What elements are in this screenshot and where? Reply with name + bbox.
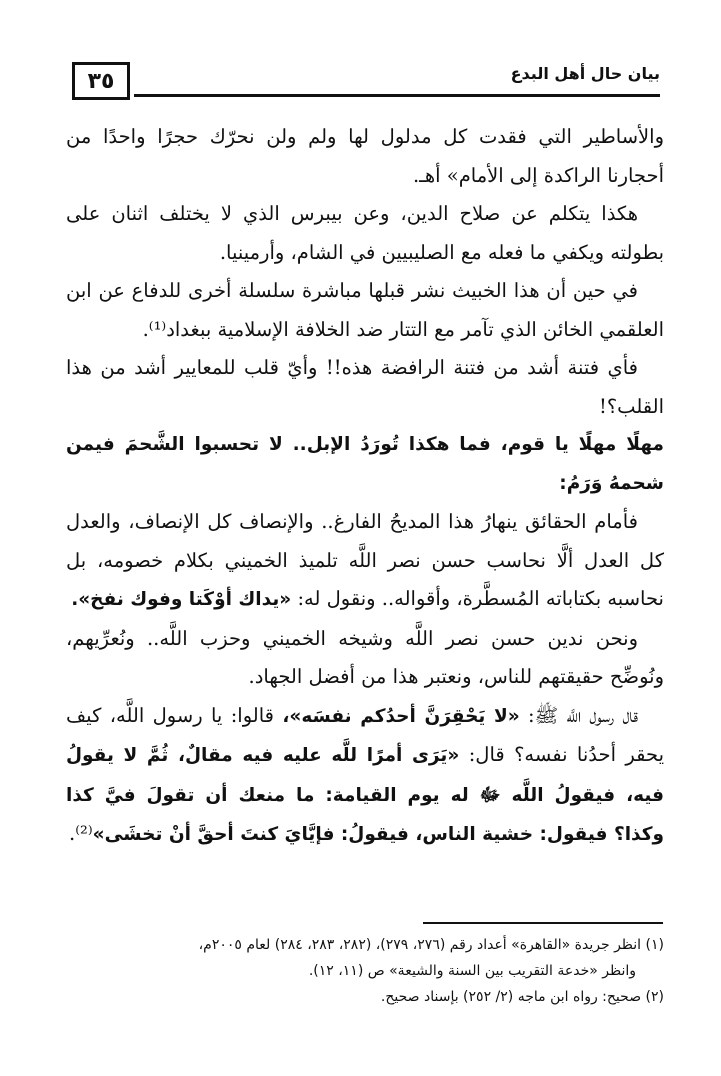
footnote-1-continued: وانظر «خدعة التقريب بين السنة والشيعة» ص (١١، ١٢).	[308, 963, 636, 979]
paragraph-4: فأي فتنة أشد من فتنة الرافضة هذه!! وأيّ قلب للمعايير أشد من هذا القلب؟!	[66, 356, 664, 418]
paragraph-7: ونحن ندين حسن نصر اللَّه وشيخه الخميني وحزب اللَّه.. ونُعرِّيهم، ونُوضِّح حقيقتهم للناس، ونعتبر هذا من أفضل الجهاد.	[66, 626, 664, 688]
hadith-quote-2: «يَرَى أمرًا للَّه عليه فيه مقالٌ، ثُمَّ لا يقولُ فيه، فيقولُ اللَّه ﷻ له يوم القيامة: ما منعك أن تقولَ فيَّ كذا وكذا؟ فيقول: خشية الناس، فيقولُ: فإيَّايَ كنتَ أحقَّ أنْ تخشَى»	[66, 745, 664, 845]
paragraph-8	[66, 697, 664, 855]
page-header	[72, 60, 660, 108]
paragraph-3: في حين أن هذا الخبيث نشر قبلها مباشرة سلسلة أخرى للدفاع عن ابن العلقمي الخائن الذي تآمر مع التتار ضد الخلافة الإسلامية ببغداد⁽¹⁾.	[66, 279, 664, 341]
paragraph-6-quote: «يداك أوْكَتا وفوك نفخ».	[71, 589, 292, 610]
paragraph-2: هكذا يتكلم عن صلاح الدين، وعن بيبرس الذي لا يختلف اثنان على بطولته ويكفي ما فعله مع الصليبيين في الشام، وأرمينيا.	[66, 202, 664, 264]
footnotes	[66, 932, 664, 1010]
hadith-intro: قال رسول اللَّه ﷺ:	[528, 703, 638, 727]
paragraph-6-text: فأمام الحقائق ينهارُ هذا المديحُ الفارغ.. والإنصاف كل الإنصاف، والعدل كل العدل ألَّا نحاسب حسن نصر اللَّه تلميذ الخميني بكلام خصومه، بل نحاسبه بكتاباته المُسطَّرة، وأقواله.. ونقول له:	[66, 510, 664, 610]
header-rule	[134, 94, 660, 97]
footnote-marker-2: ⁽²⁾.	[69, 822, 93, 845]
main-text	[66, 118, 664, 855]
footnote-2: (٢) صحيح: رواه ابن ماجه (٢/ ٢٥٢) بإسناد صحيح.	[380, 989, 664, 1005]
running-title: بيان حال أهل البدع	[510, 64, 660, 83]
paragraph-5: مهلًا مهلًا يا قوم، فما هكذا تُورَدُ الإبل.. لا تحسبوا الشَّحمَ فيمن شحمهُ وَرَمُ:	[66, 434, 664, 494]
footnote-separator	[423, 922, 663, 924]
footnote-1: (١) انظر جريدة «القاهرة» أعداد رقم (٢٧٦، ٢٧٩)، (٢٨٢، ٢٨٣، ٢٨٤) لعام ٢٠٠٥م،	[198, 937, 664, 953]
hadith-quote-1: «لا يَحْقِرَنَّ أحدُكم نفسَه»،	[282, 705, 520, 727]
paragraph-1: والأساطير التي فقدت كل مدلول لها ولم ولن نحرّك حجرًا واحدًا من أحجارنا الراكدة إلى الأمام» أهـ.	[66, 125, 664, 187]
hadith-question: قالوا: يا رسول اللَّه، كيف يحقر أحدُنا نفسه؟ قال:	[66, 703, 665, 766]
page-number: ٣٥	[72, 62, 130, 100]
paragraph-6	[66, 503, 664, 620]
